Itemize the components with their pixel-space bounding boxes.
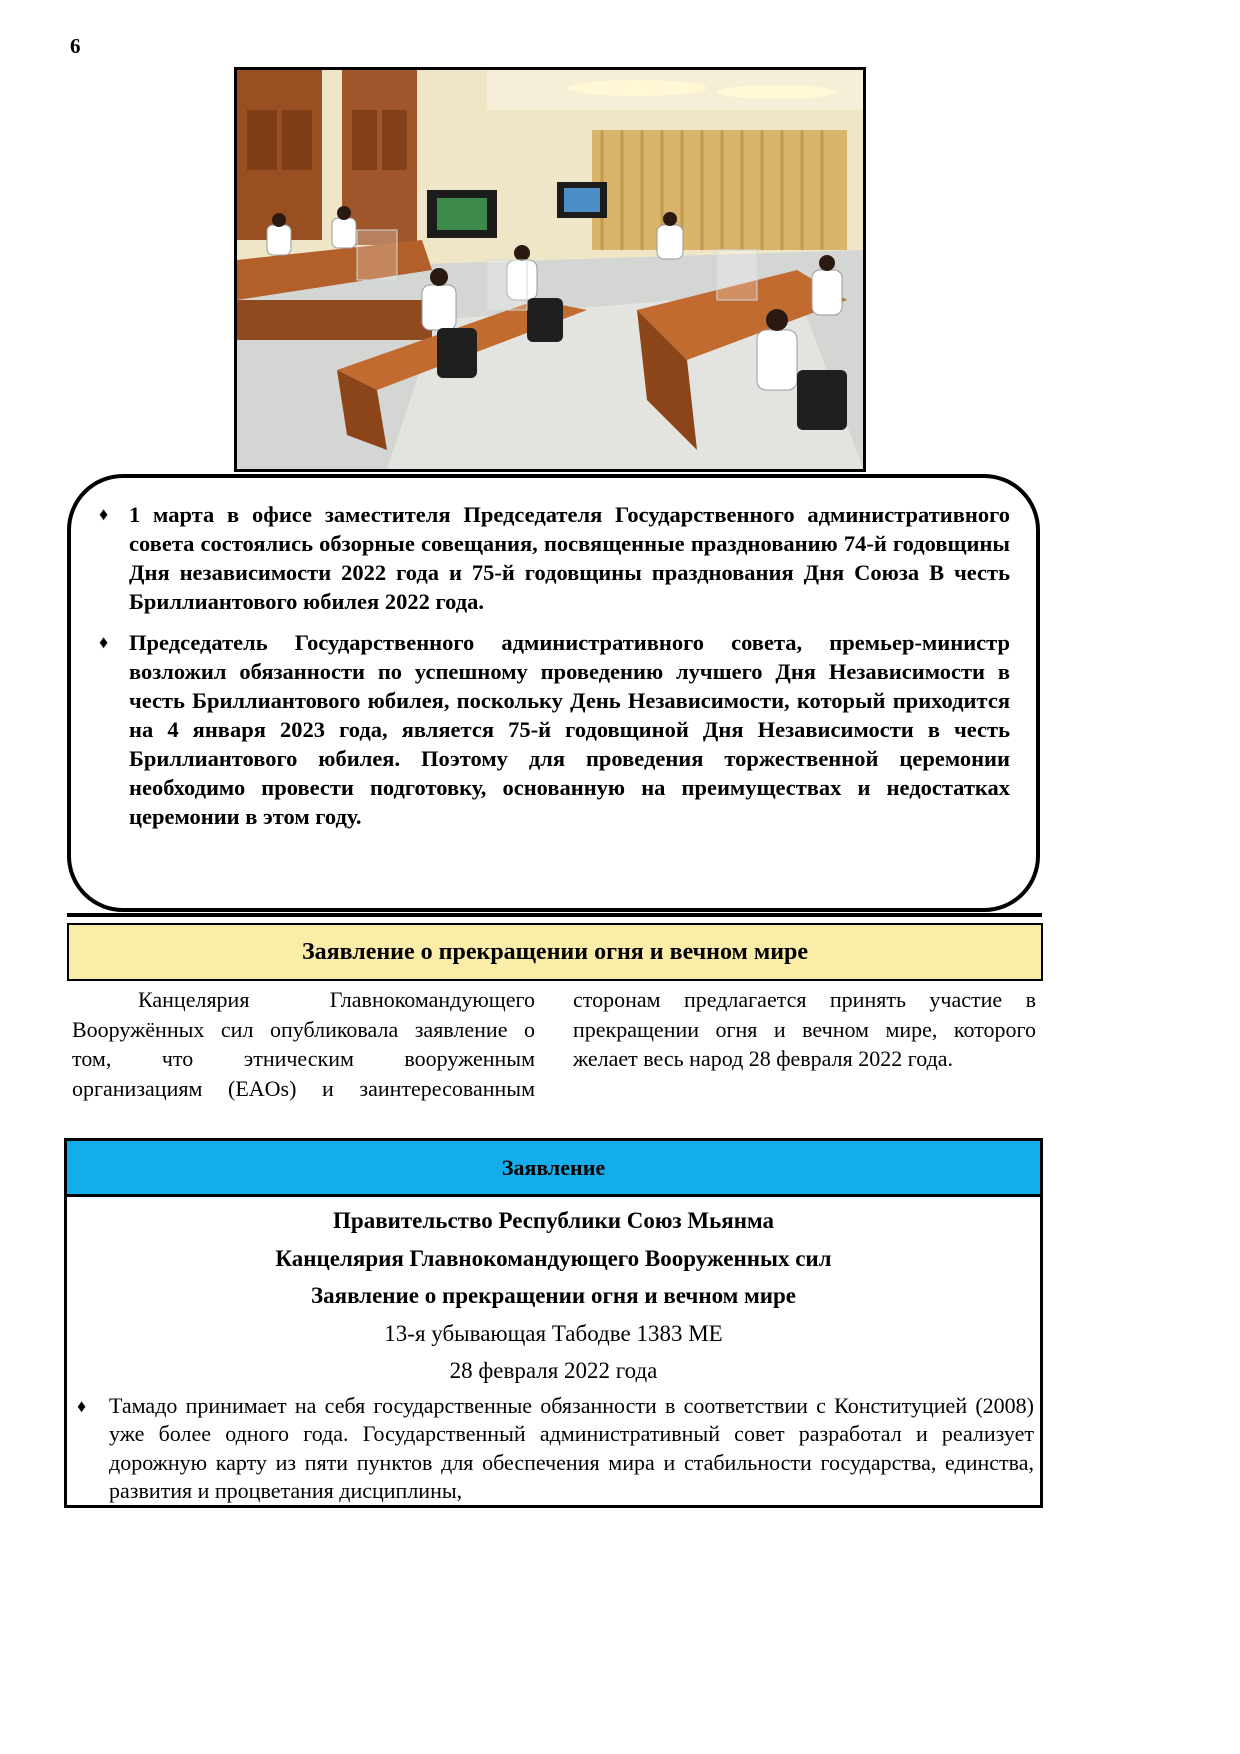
meeting-room-illustration — [237, 70, 863, 469]
meeting-photo — [234, 67, 866, 472]
statement-government: Правительство Республики Союз Мьянма — [333, 1208, 774, 1233]
article-heading: Заявление о прекращении огня и вечном мире — [67, 923, 1043, 981]
summary-item — [99, 628, 1010, 831]
statement-box — [64, 1138, 1043, 1508]
statement-title: Заявление о прекращении огня и вечном мире — [310, 1283, 797, 1308]
statement-bullet-item — [77, 1392, 1034, 1506]
diamond-bullet-icon: ♦ — [99, 504, 109, 524]
statement-body — [67, 1197, 1040, 1506]
section-divider — [67, 913, 1042, 917]
statement-date-myanmar: 13-я убывающая Табодве 1383 ME — [384, 1320, 723, 1346]
diamond-bullet-icon: ♦ — [99, 632, 109, 652]
article-paragraph: Канцелярия Главнокомандующего Вооружённых сил опубликовала заявление о том, что этническим вооруженным организациям (EAOs) и заинтересованным сторонам предлагается принять участие в прекращении огня и вечном мире, которого желает весь народ 28 февраля 2022 года. — [72, 987, 1036, 1101]
statement-header: Заявление — [67, 1141, 1040, 1197]
summary-list — [99, 500, 1010, 831]
summary-box — [67, 474, 1040, 912]
statement-date-gregorian: 28 февраля 2022 года — [449, 1358, 658, 1383]
statement-office: Канцелярия Главнокомандующего Вооруженных сил — [275, 1245, 832, 1271]
summary-item — [99, 500, 1010, 616]
statement-bullet-text: Тамадо принимает на себя государственные обязанности в соответствии с Конституцией (2008) уже более одного года. Государственный административный совет разработал и реализует дорожную карту из пяти пунктов для обеспечения мира и стабильности государства, единства, развития и процветания дисциплины, — [109, 1392, 1034, 1503]
article-body — [72, 985, 1036, 1135]
page-number: 6 — [70, 34, 81, 58]
summary-item-text: 1 марта в офисе заместителя Председателя Государственного административного совета состоялись обзорные совещания, посвященные празднованию 74-й годовщины Дня независимости 2022 года и 75-й годовщины празднования Дня Союза В честь Бриллиантового юбилея 2022 года. — [129, 502, 1010, 614]
summary-item-text: Председатель Государственного административного совета, премьер-министр возложил обязанности по успешному проведению лучшего Дня Независимости в честь Бриллиантового юбилея, поскольку День Независимости, который приходится на 4 января 2023 года, является 75-й годовщиной Дня Независимости в честь Бриллиантового юбилея. Поэтому для проведения торжественной церемонии необходимо провести подготовку, основанную на преимуществах и недостатках церемонии в этом году. — [129, 630, 1010, 829]
diamond-bullet-icon: ♦ — [77, 1395, 87, 1416]
